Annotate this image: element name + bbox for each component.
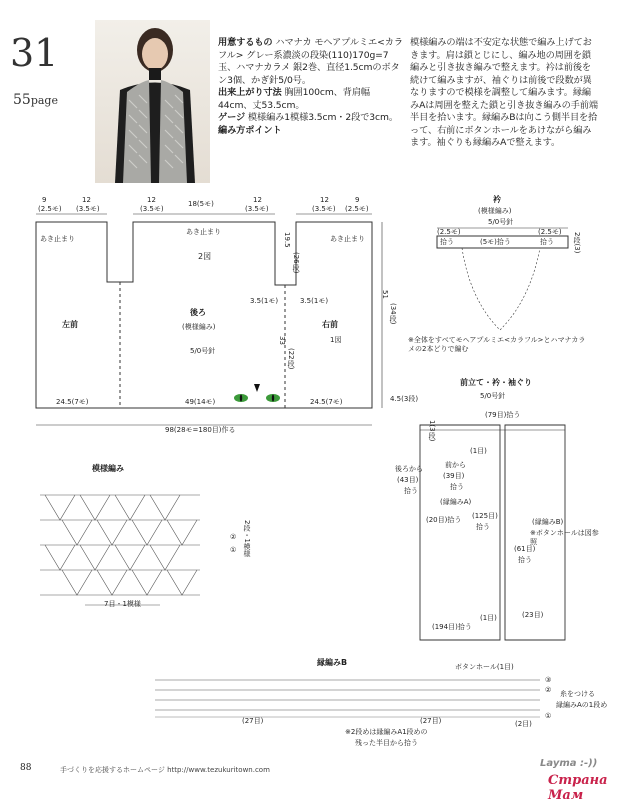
collar-pick-right-2: 拾う: [540, 238, 554, 246]
watermark-layma: Layma :-)): [540, 758, 598, 769]
figure-2-label: 2図: [198, 252, 212, 261]
edging-count-61: (61目): [514, 545, 536, 553]
edging-back-count: (43目): [397, 476, 419, 484]
right-front-label: 右前: [322, 320, 338, 329]
armhole-right-dim: 3.5(1モ): [300, 297, 329, 305]
armhole-left-dim: 3.5(1モ): [250, 297, 279, 305]
stitch-rows-label: 2段・1模様: [243, 520, 251, 557]
page-ref-number: 55: [13, 92, 31, 108]
border-b-buttonhole: ボタンホール(1目): [455, 663, 514, 671]
border-b-yarn-attach: 糸をつける: [560, 690, 595, 698]
collar-subtitle: (模様編み): [478, 207, 512, 215]
materials-label: 用意するもの: [218, 37, 273, 48]
left-front-label: 左前: [62, 320, 78, 329]
edging-count-61-pick: 拾う: [518, 556, 532, 564]
back-needle-label: 5/0号針: [190, 347, 216, 355]
total-width: 98(28モ=180目)作る: [165, 426, 236, 434]
border-b-row-2: ②: [545, 686, 552, 694]
footer-text: 手づくりを応援するホームページ http://www.tezukuritown.com: [60, 766, 270, 774]
top-right-dim-2: 9: [355, 196, 360, 204]
top-right-dim-1: 12: [320, 196, 329, 204]
border-b-row-1: ①: [545, 712, 552, 720]
border-b-row-3: ③: [545, 676, 552, 684]
opening-stop-left: あき止まり: [40, 235, 75, 243]
border-b-count-mid: (27目): [420, 717, 442, 725]
collar-pick-center: (5モ)拾う: [480, 238, 511, 246]
edging-back-from: 後ろから: [395, 465, 423, 473]
materials-text: ハマナカ モヘアプルミエ<カラフル> グレー系濃淡の段染(110)170g=7玉、ハマナカラメ 銀2巻、直径1.5cmのボタン3個、かぎ針5/0号。: [218, 37, 403, 86]
collar-pick-right: (2.5モ): [538, 228, 562, 236]
size-label: 出来上がり寸法: [218, 87, 282, 98]
edging-title: 前立て・衿・袖ぐり: [460, 378, 532, 387]
top-left-dim-2: 12: [82, 196, 91, 204]
edging-back-pick: 拾う: [404, 487, 418, 495]
shoulder-height: 33: [278, 336, 286, 345]
border-b-note-2: 残った半目から拾う: [355, 739, 418, 747]
back-label: 後ろ: [190, 308, 206, 317]
top-left-dim-1b: (2.5モ): [38, 205, 62, 213]
opening-stop-back: あき止まり: [186, 228, 221, 236]
border-b-title: 縁編みB: [317, 658, 348, 667]
bottom-mid-dim: 49(14モ): [185, 398, 216, 406]
edging-edge-a-pick: (20目)拾う: [426, 516, 462, 524]
collar-note: ※全体をすべてモヘアプルミエ<カラフル>とハマナカラメの2本どりで編む: [408, 336, 586, 353]
edging-count-23: (23目): [522, 611, 544, 619]
edging-front-from: 前から: [445, 461, 466, 469]
back-pattern-label: (模様編み): [182, 323, 216, 331]
stitch-row-1: ①: [230, 546, 237, 554]
instructions-column-2: 模様編みの端は不安定な状態で編み上げておきます。肩は鎖とじにし、編み地の周囲を鎖編みと引き抜き編みで整えます。衿は前後を続けて編みますが、袖ぐりは前後で段数が異なりますので模様を調整して編みます。縁編みAは周囲を整えた鎖と引き抜き編みの手前端半目を拾います。縁編みBは向こう側半目を拾って、右前にボタンホールをあけながら編みます。袖ぐりも縁編みAで整えます。: [410, 37, 598, 148]
collar-pick-left: 拾う: [440, 238, 454, 246]
top-mid-dim-1: 12: [147, 196, 156, 204]
bottom-right-dim: 24.5(7モ): [310, 398, 343, 406]
edging-top-rows: 1(3段): [428, 420, 436, 442]
top-right-dim-1b: (3.5モ): [312, 205, 336, 213]
border-b-count-left: (27目): [242, 717, 264, 725]
top-mid-dim-1b: (3.5モ): [140, 205, 164, 213]
page-ref-suffix: page: [30, 94, 58, 107]
edging-edge-a: (縁編みA): [440, 498, 472, 506]
bottom-left-dim: 24.5(7モ): [56, 398, 89, 406]
size-text: 胸囲100cm、背肩幅44cm、丈53.5cm。: [218, 87, 371, 111]
collar-title: 衿: [493, 195, 501, 204]
armhole-rows: (26段): [292, 252, 300, 274]
stitch-repeat-label: 7目・1模様: [104, 600, 141, 608]
armhole-height: 19.5: [283, 232, 291, 248]
total-rows: (34段): [389, 303, 397, 325]
figure-1-label: 1図: [330, 336, 342, 344]
edging-needle: 5/0号針: [480, 392, 506, 400]
cat-eyes-illustration: [234, 384, 280, 402]
edging-one-row: (1目): [470, 447, 487, 455]
top-right-dim-2b: (2.5モ): [345, 205, 369, 213]
point-label: 編み方ポイント: [218, 124, 282, 136]
top-mid-dim-2: 18(5モ): [188, 200, 214, 208]
edging-count-194: (194目)拾う: [432, 623, 472, 631]
shoulder-rows: (22段): [287, 348, 295, 370]
pattern-number: 31: [10, 31, 59, 75]
collar-side: 2段(3): [573, 232, 581, 254]
edging-front-pick: 拾う: [450, 483, 464, 491]
edging-count-1: (1目): [480, 614, 497, 622]
total-height: 51: [381, 290, 389, 299]
gauge-label: ゲージ: [218, 112, 246, 123]
edging-front-count: (39目): [443, 472, 465, 480]
edging-count-125-pick: 拾う: [476, 523, 490, 531]
page-number: 88: [20, 763, 32, 773]
edging-top-pick: (79目)拾う: [485, 411, 521, 419]
stitch-row-2: ②: [230, 533, 237, 541]
collar-needle: 5/0号針: [488, 218, 514, 226]
small-height: 4.5(3段): [390, 395, 419, 403]
border-b-chart: [155, 680, 540, 717]
edging-edge-b: (縁編みB): [532, 518, 564, 526]
top-left-dim-2b: (3.5モ): [76, 205, 100, 213]
gauge-text: 模様編み1模様3.5cm・2段で3cm。: [247, 112, 398, 123]
border-b-note-1: ※2段めは縁編みA1段めの: [345, 728, 428, 736]
edging-buttonhole-note: ※ボタンホールは図参照: [530, 529, 599, 546]
top-mid-dim-3b: (3.5モ): [245, 205, 269, 213]
opening-stop-right: あき止まり: [330, 235, 365, 243]
collar-left: (2.5モ): [437, 228, 461, 236]
border-b-count-right: (2目): [515, 720, 532, 728]
stitch-pattern-chart: [40, 495, 200, 605]
border-b-edge-a-row: 縁編みAの1段め: [556, 701, 608, 709]
stitch-pattern-title: 模様編み: [92, 464, 124, 473]
watermark-strana: Страна Мам: [548, 773, 608, 803]
top-left-dim-1: 9: [42, 196, 47, 204]
edging-count-125: (125目): [472, 512, 498, 520]
top-mid-dim-3: 12: [253, 196, 262, 204]
